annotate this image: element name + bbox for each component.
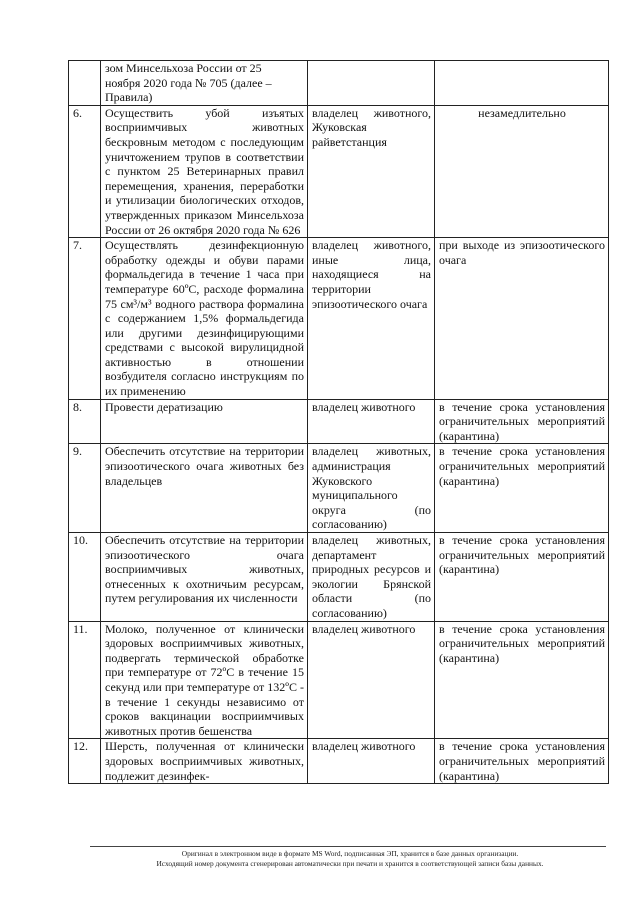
row-responsible: владелец животных, администрация Жуковского муниципального округа (по согласованию) — [308, 444, 435, 533]
row-responsible — [308, 61, 435, 106]
row-responsible: владелец животного — [308, 621, 435, 739]
table-row — [69, 105, 609, 237]
footer-divider — [90, 846, 606, 847]
row-responsible: владелец животного, иные лица, находящиеся на территории эпизоотического очага — [308, 238, 435, 400]
table-row — [69, 621, 609, 739]
row-term: в течение срока установления ограничительных мероприятий (карантина) — [435, 739, 609, 784]
row-action: зом Минсельхоза России от 25 ноября 2020 года № 705 (далее – Правила) — [101, 61, 308, 106]
footer-line-number: Исходящий номер документа сгенерирован автоматически при печати и хранится в соответствующей записи базы данных. — [156, 859, 544, 868]
row-action: Шерсть, полученная от клинически здоровых восприимчивых животных, подлежит дезинфек- — [101, 739, 308, 784]
row-term: в течение срока установления ограничительных мероприятий (карантина) — [435, 399, 609, 444]
measures-table — [68, 60, 609, 784]
table-row — [69, 739, 609, 784]
row-term: незамедлительно — [435, 105, 609, 237]
table-row — [69, 444, 609, 533]
footer-line-original: Оригинал в электронном виде в формате MS Word, подписанная ЭП, хранится в базе данных организации. — [181, 849, 519, 858]
document-footer — [60, 849, 640, 869]
row-number: 6. — [69, 105, 101, 237]
row-number: 10. — [69, 533, 101, 622]
row-action: Обеспечить отсутствие на территории эпизоотического очага животных без владельцев — [101, 444, 308, 533]
row-number: 11. — [69, 621, 101, 739]
row-term: в течение срока установления ограничительных мероприятий (карантина) — [435, 444, 609, 533]
table-row — [69, 399, 609, 444]
row-responsible: владелец животного, Жуковская райветстанция — [308, 105, 435, 237]
row-number — [69, 61, 101, 106]
row-term — [435, 61, 609, 106]
row-number: 7. — [69, 238, 101, 400]
row-action: Обеспечить отсутствие на территории эпизоотического очага восприимчивых животных, отнесенных к охотничьим ресурсам, путем регулирования их численности — [101, 533, 308, 622]
table-row — [69, 61, 609, 106]
table-row — [69, 533, 609, 622]
row-responsible: владелец животного — [308, 399, 435, 444]
row-action: Осуществлять дезинфекционную обработку одежды и обуви парами формальдегида в течение 1 часа при температуре 60ºС, расходе формалина 75 см³/м³ водного раствора формалина с содержанием 1,5% формальдегида или другими дезинфицирующими средствами с высокой вирулицидной активностью в отношении возбудителя согласно инструкциям по их применению — [101, 238, 308, 400]
row-number: 8. — [69, 399, 101, 444]
row-responsible: владелец животного — [308, 739, 435, 784]
row-action: Осуществить убой изъятых восприимчивых животных бескровным методом с последующим уничтожением трупов в соответствии с пунктом 25 Ветеринарных правил перемещения, хранения, переработки и утилизации биологических отходов, утвержденных приказом Минсельхоза России от 26 октября 2020 года № 626 — [101, 105, 308, 237]
row-number: 12. — [69, 739, 101, 784]
table-row — [69, 238, 609, 400]
row-term: при выходе из эпизоотического очага — [435, 238, 609, 400]
row-action: Молоко, полученное от клинически здоровых восприимчивых животных, подвергать термической обработке при температуре от 72ºС в течение 15 секунд или при температуре от 132ºС - в течение 1 секунды независимо от сроков вакцинации восприимчивых животных против бешенства — [101, 621, 308, 739]
row-term: в течение срока установления ограничительных мероприятий (карантина) — [435, 533, 609, 622]
row-action: Провести дератизацию — [101, 399, 308, 444]
row-responsible: владелец животных, департамент природных ресурсов и экологии Брянской области (по согласованию) — [308, 533, 435, 622]
row-term: в течение срока установления ограничительных мероприятий (карантина) — [435, 621, 609, 739]
row-number: 9. — [69, 444, 101, 533]
